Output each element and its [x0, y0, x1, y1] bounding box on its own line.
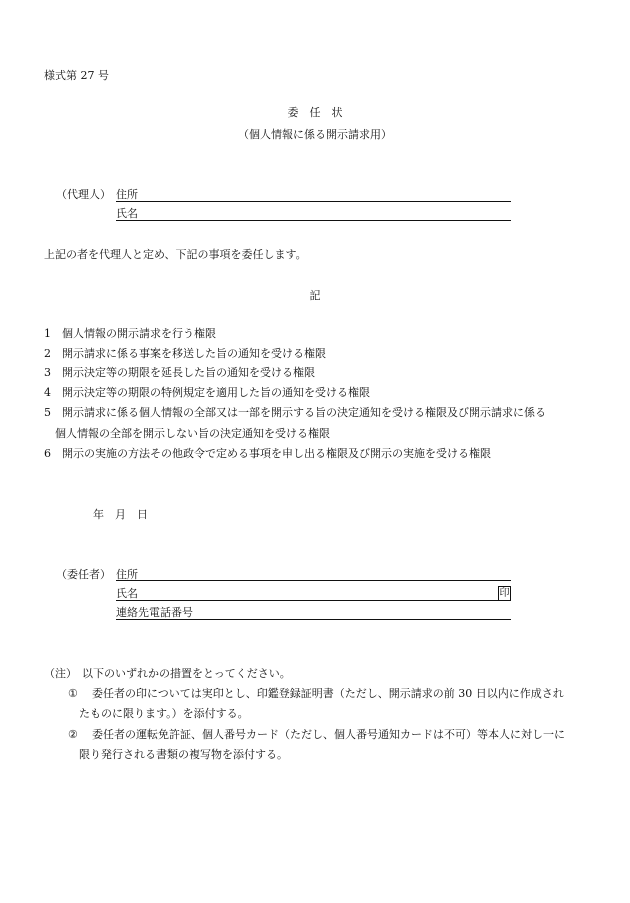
list-item	[44, 348, 326, 359]
agent-name-field[interactable]	[116, 220, 511, 221]
principal-phone-field[interactable]	[116, 619, 511, 620]
note-mark: ②	[68, 728, 78, 741]
ki-heading: 記	[309, 289, 321, 302]
list-item	[44, 407, 546, 418]
principal-address-field[interactable]	[116, 580, 511, 581]
principal-phone-label: 連絡先電話番号	[116, 606, 193, 619]
note-mark: ①	[68, 687, 78, 700]
seal-mark: 印	[499, 588, 510, 599]
item-text: 開示決定等の期限の特例規定を適用した旨の通知を受ける権限	[62, 386, 370, 399]
agent-name-label: 氏名	[116, 207, 138, 220]
note-text: 委任者の印については実印とし、印鑑登録証明書（ただし、開示請求の前 30 日以内に作成され	[92, 687, 564, 700]
list-item	[44, 387, 370, 398]
agent-address-field[interactable]	[116, 201, 511, 202]
item-number: 4	[44, 386, 51, 399]
item-number: 1	[44, 327, 51, 340]
item-number: 2	[44, 347, 51, 360]
item-number: 5	[44, 406, 51, 419]
delegation-statement: 上記の者を代理人と定め、下記の事項を委任します。	[44, 248, 307, 261]
item-text: 開示請求に係る個人情報の全部又は一部を開示する旨の決定通知を受ける権限及び開示請求に係る	[62, 406, 546, 419]
form-number: 様式第 27 号	[44, 69, 109, 82]
list-item	[44, 367, 315, 378]
item-text: 開示請求に係る事案を移送した旨の通知を受ける権限	[62, 347, 326, 360]
item-number: 6	[44, 447, 51, 460]
item-text: 開示決定等の期限を延長した旨の通知を受ける権限	[62, 366, 315, 379]
list-item	[44, 328, 216, 339]
document-subtitle: （個人情報に係る開示請求用）	[238, 128, 392, 141]
item-number: 3	[44, 366, 51, 379]
agent-address-label: 住所	[116, 188, 138, 201]
note-intro: 以下のいずれかの措置をとってください。	[82, 667, 291, 680]
principal-address-label: 住所	[116, 568, 138, 581]
date-line: 年 月 日	[93, 508, 148, 521]
principal-name-label: 氏名	[116, 587, 138, 600]
note-text: 委任者の運転免許証、個人番号カード（ただし、個人番号通知カードは不可）等本人に対し一に	[92, 728, 565, 741]
note-text-continuation: 限り発行される書類の複写物を添付する。	[79, 748, 288, 761]
document-title: 委 任 状	[287, 106, 343, 119]
note-label: （注）	[44, 667, 77, 680]
item-text: 開示の実施の方法その他政令で定める事項を申し出る権限及び開示の実施を受ける権限	[62, 447, 491, 460]
agent-role: （代理人）	[56, 188, 111, 201]
principal-role: （委任者）	[56, 568, 111, 581]
list-item	[44, 448, 491, 459]
item-text: 個人情報の開示請求を行う権限	[62, 327, 216, 340]
list-item-continuation: 個人情報の全部を開示しない旨の決定通知を受ける権限	[55, 427, 330, 440]
principal-name-field[interactable]	[116, 600, 511, 601]
note-text-continuation: たものに限ります。）を添付する。	[79, 707, 249, 720]
